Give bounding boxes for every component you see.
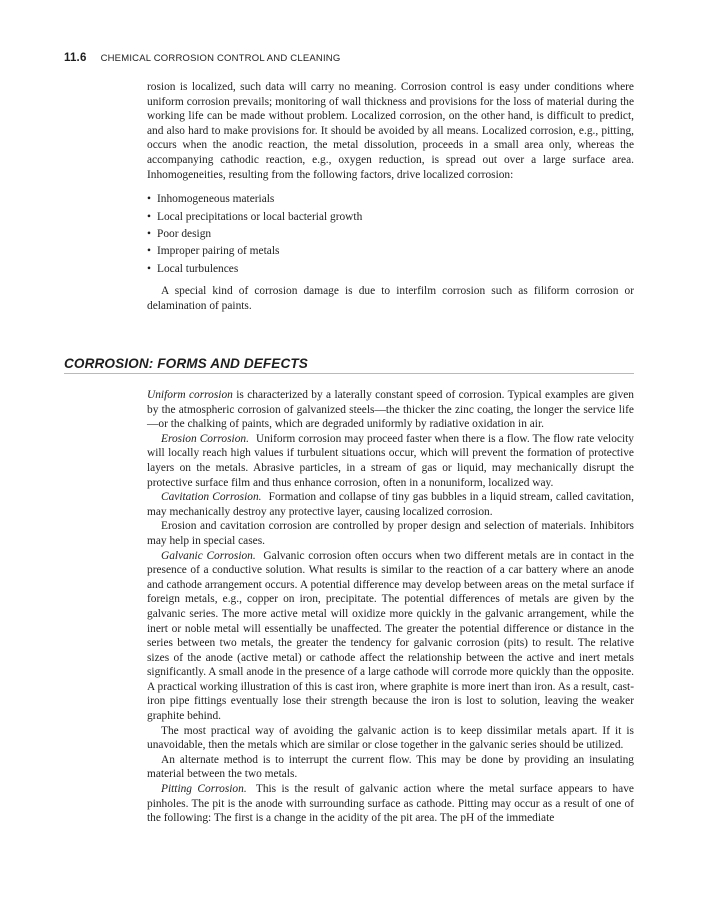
galvanic-corrosion-text: Galvanic corrosion often occurs when two different metals are in contact in the presence of a conductive solution. What results is similar to the reaction of a car battery where an anode and cathode arrangement occurs. A potential difference may develop between areas on the metal surface if foreign metals, e.g., copper on iron, precipitate. The potential differences of metals are given by the galvanic series. The more active metal will oxidize more quickly in the galvanic arrangement, while the inert or noble metal will essentially be unaffected. The greater the potential difference or distance in the series between two metals, the greater the tendency for galvanic corrosion (pits) to result. The relative sizes of the anode (active metal) or cathode affect the relationship between the active and inert metals significantly. A small anode in the presence of a large cathode will corrode more quickly than the opposite. A practical working illustration of this is cast iron, where graphite is more inert than iron. As a result, cast-iron pipe fittings eventually lose their strength because the iron is lost to solution, leaving the weaker graphite behind. (147, 549, 634, 723)
section-divider (64, 373, 634, 374)
term-cavitation-corrosion: Cavitation Corrosion. (161, 491, 262, 504)
factor-list (147, 191, 634, 278)
galvanic-corrosion-paragraph (147, 549, 634, 724)
list-item: • Improper pairing of metals (147, 243, 634, 260)
erosion-corrosion-paragraph (147, 432, 634, 490)
pitting-corrosion-paragraph (147, 782, 634, 826)
control-paragraph: Erosion and cavitation corrosion are controlled by proper design and selection of materials. Inhibitors may help in special cases. (147, 520, 634, 547)
practical-paragraph: The most practical way of avoiding the galvanic action is to keep dissimilar metals apart. If it is unavoidable, then the metals which are similar or close together in the galvanic series should be utilized. (147, 724, 634, 752)
uniform-corrosion-paragraph (147, 388, 634, 432)
cavitation-corrosion-paragraph (147, 490, 634, 519)
cavitation-corrosion-text: Formation and collapse of tiny gas bubbles in a liquid stream, called cavitation, may mechanically destroy any protective layer, causing localized corrosion. (147, 491, 634, 518)
section-body (147, 388, 634, 826)
uniform-corrosion-text: is characterized by a laterally constant speed of corrosion. Typical examples are given by the atmospheric corrosion of galvanized steels—the thicker the zinc coating, the longer the service life—or the chalking of paints, which are degraded uniformly by radiative oxidation in air. (147, 389, 634, 431)
alternate-paragraph: An alternate method is to interrupt the current flow. This may be done by providing an insulating material between the two metals. (147, 753, 634, 781)
intro-paragraph: rosion is localized, such data will carry no meaning. Corrosion control is easy under conditions where uniform corrosion prevails; monitoring of wall thickness and provisions for the loss of material during the working life can be made without problem. Localized corrosion, on the other hand, is difficult to predict, and also hard to make provisions for. It should be avoided by all means. Localized corrosion, e.g., pitting, occurs when the anodic reaction, the metal dissolution, proceeds in a small area only, whereas the accompanying cathodic reaction, e.g., oxygen reduction, is spread out over a large surface area. Inhomogeneities, resulting from the following factors, drive localized corrosion: (147, 81, 634, 181)
term-galvanic-corrosion: Galvanic Corrosion. (161, 549, 256, 562)
section-heading: CORROSION: FORMS AND DEFECTS (64, 356, 308, 371)
term-erosion-corrosion: Erosion Corrosion. (161, 432, 249, 445)
chapter-title: CHEMICAL CORROSION CONTROL AND CLEANING (100, 53, 341, 64)
interfilm-paragraph: A special kind of corrosion damage is due to interfilm corrosion such as filiform corrosion or delamination of paints. (147, 285, 634, 312)
list-item: • Local turbulences (147, 261, 634, 278)
running-head (64, 52, 340, 64)
term-uniform-corrosion: Uniform corrosion (147, 389, 233, 401)
pitting-corrosion-text: This is the result of galvanic action where the metal surface appears to have pinholes. The pit is the anode with surrounding surface as cathode. Pitting may occur as a result of one of the following: The first is a change in the acidity of the pit area. The pH of the immediate (147, 783, 634, 825)
list-item: • Poor design (147, 226, 634, 243)
list-item: • Inhomogeneous materials (147, 191, 634, 208)
erosion-corrosion-text: Uniform corrosion may proceed faster when there is a flow. The flow rate velocity will locally reach high values if turbulent situations occur, which will prevent the formation of protective layers on the metals. Abrasive particles, in a stream of gas or liquid, may mechanically disrupt the protective surface film and thus enhance corrosion, often in a nonuniform, localized way. (147, 432, 634, 489)
page-number: 11.6 (64, 52, 87, 64)
list-item: • Local precipitations or local bacterial growth (147, 209, 634, 226)
intro-block (147, 80, 634, 313)
term-pitting-corrosion: Pitting Corrosion. (161, 783, 247, 796)
